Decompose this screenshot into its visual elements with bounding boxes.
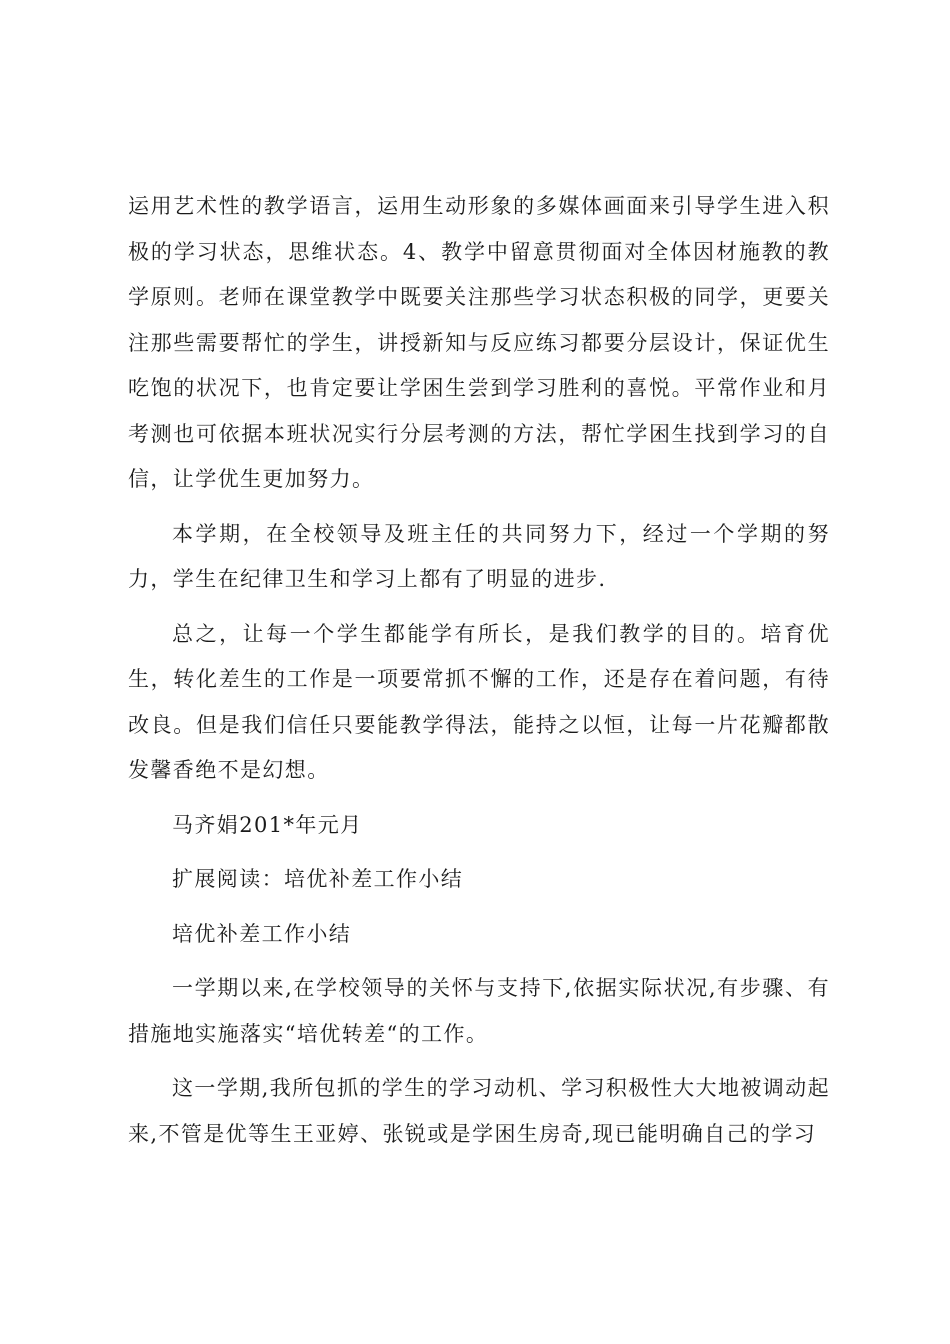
document-body — [128, 184, 830, 1157]
paragraph-semester-intro: 一学期以来,在学校领导的关怀与支持下,依据实际状况,有步骤、有措施地实施落实“培优转差“的工作。 — [128, 976, 830, 1046]
paragraph-student-motivation: 这一学期,我所包抓的学生的学习动机、学习积极性大大地被调动起来,不管是优等生王亚婷、张锐或是学困生房奇,现已能明确自己的学习 — [128, 1076, 830, 1146]
paragraph-teaching-methods: 运用艺术性的教学语言，运用生动形象的多媒体画面来引导学生进入积极的学习状态，思维状态。4、教学中留意贯彻面对全体因材施教的教学原则。老师在课堂教学中既要关注那些学习状态积极的同学，更要关注那些需要帮忙的学生，讲授新知与反应练习都要分层设计，保证优生吃饱的状况下，也肯定要让学困生尝到学习胜利的喜悦。平常作业和月考测也可依据本班状况实行分层考测的方法，帮忙学困生找到学习的自信，让学优生更加努力。 — [128, 194, 830, 491]
author-signature-date: 马齐娟201*年元月 — [172, 812, 363, 837]
section-title: 培优补差工作小结 — [172, 921, 352, 946]
paragraph-semester-progress: 本学期，在全校领导及班主任的共同努力下，经过一个学期的努力，学生在纪律卫生和学习上都有了明显的进步. — [128, 521, 830, 591]
extended-reading-heading: 扩展阅读：培优补差工作小结 — [172, 867, 464, 891]
paragraph-conclusion: 总之，让每一个学生都能学有所长，是我们教学的目的。培育优生，转化差生的工作是一项要常抓不懈的工作，还是存在着问题，有待改良。但是我们信任只要能教学得法，能持之以恒，让每一片花瓣都散发馨香绝不是幻想。 — [128, 621, 830, 782]
